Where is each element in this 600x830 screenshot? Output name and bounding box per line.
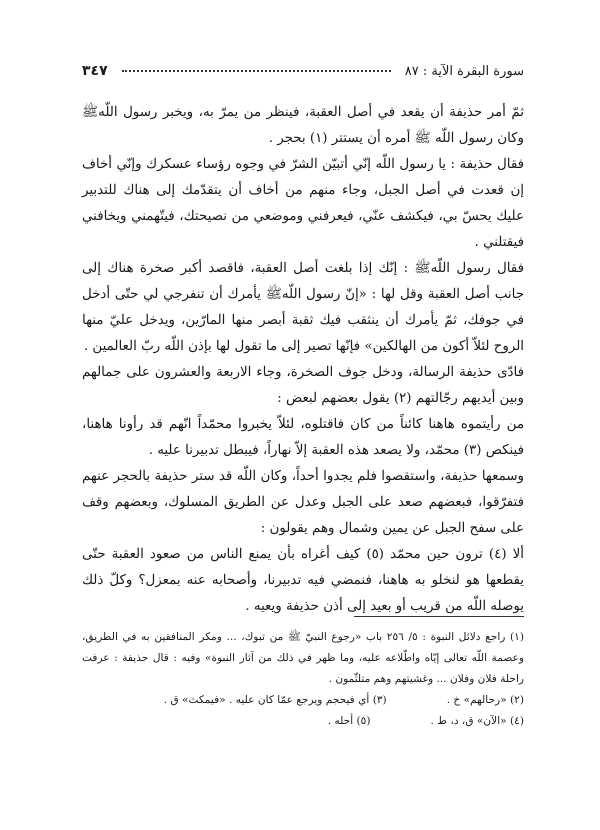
footnotes-section (82, 616, 524, 732)
footnote-row (82, 690, 524, 711)
paragraph: وسمعها حذيفة، واستقصوا فلم يجدوا أحداً، وكان اللّه قد ستر حذيفة بالحجر عنهم فتفرّقوا، فبعضهم صعد على الجبل وعدل عن الطريق المسلوك، وبعضهم وقف على سفح الجبل عن يمين وشمال وهم يقولون : (82, 469, 524, 536)
footnote-row (82, 711, 524, 732)
page-number: ٣٤٧ (82, 63, 108, 79)
footnote-divider (354, 616, 524, 617)
paragraph: ألا (٤) ترون حين محمّد (٥) كيف أغراه بأن يمنع الناس من صعود العقبة حتّى يقطعها هو لنخلو به هاهنا، فنمضي فيه تدبيرنا، وأصحابه عنه بمعزل؟ وكلّ ذلك يوصله اللّه من قريب أو بعيد إلى أذن حذيفة ويعيه . (82, 547, 524, 614)
running-header (82, 60, 524, 82)
footnote: (٥) أحله . (327, 715, 371, 727)
paragraph: ثمّ أمر حذيفة أن يقعد في أصل العقبة، فينظر من يمرّ به، ويخبر رسول اللّهﷺ وكان رسول اللّه ﷺ أمره أن يستتر (١) بحجر . (82, 105, 524, 146)
footnote: (٣) أي فيحجم ويرجع عمّا كان عليه . «فيمكث» ق . (163, 694, 387, 706)
main-text (82, 100, 524, 620)
paragraph: فقال حذيفة : يا رسول اللّه إنّي أتبيّن الشرّ في وجوه رؤساء عسكرك وإنّي أخاف إن قعدت في أصل الجبل، وجاء منهم من أخاف أن يتقدّمك إلى هناك للتدبير عليك يحسّ بي، فيكشف عنّي، فيعرفني وموضعي من نصيحتك، فيتّهمني ويخافني فيقتلني . (82, 157, 524, 250)
paragraph: من رأيتموه هاهنا كائناً من كان فاقتلوه، لئلاّ يخبروا محمّداً انّهم قد رأونا هاهنا، فينكص (٣) محمّد، ولا يصعد هذه العقبة إلاّ نهاراً، فيبطل تدبيرنا عليه . (82, 417, 524, 458)
surah-reference: سورة البقرة الآية : ٨٧ (404, 63, 524, 79)
footnote: (٤) «الآن» ق، د، ط . (430, 715, 524, 727)
footnote: (٢) «رحالهم» خ . (446, 694, 524, 706)
paragraph: فادّى حذيفة الرسالة، ودخل جوف الصخرة، وجاء الاربعة والعشرون على جمالهم وبين أيديهم رجّالتهم (٢) يقول بعضهم لبعض : (82, 365, 524, 406)
header-dotted-rule (122, 70, 391, 72)
footnote: (١) راجع دلائل النبوة : ٥/ ٢٥٦ باب «رجوع النبيّ ﷺ من تبوك، ... ومكر المنافقين به في الطريق، وعصمة اللّه تعالى إيّاه واطّلاعه عليه، وما ظهر في ذلك من آثار النبوة» وفيه : قال حذيفة : عرفت راحلة فلان وفلان ... وغشيتهم وهم متلثّمون . (82, 631, 525, 685)
paragraph: فقال رسول اللّهﷺ : إنّك إذا بلغت أصل العقبة، فاقصد أكبر صخرة هناك إلى جانب أصل العقبة وقل لها : «إنّ رسول اللّهﷺ يأمرك أن تنفرجي لي حتّى أدخل في جوفك، ثمّ يأمرك أن ينثقب فيك ثقبة أبصر منها المارّين، ويدخل عليّ منها الروح لئلاّ أكون من الهالكين» فإنّها تصير إلى ما تقول لها بإذن اللّه ربّ العالمين . (82, 261, 524, 354)
